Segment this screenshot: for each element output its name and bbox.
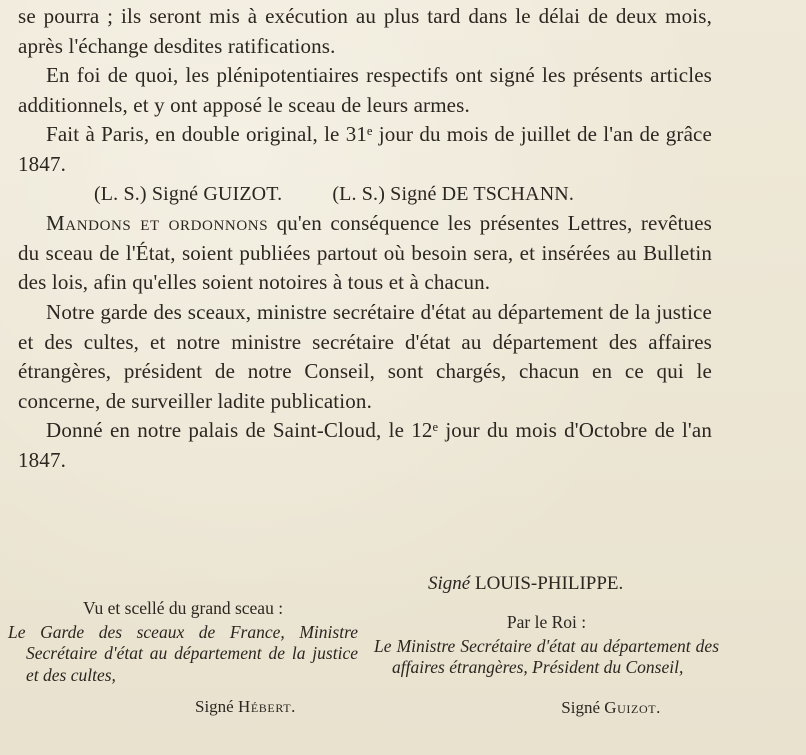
left-sign-prefix: Signé — [195, 697, 234, 716]
king-signature-name: LOUIS-PHILIPPE. — [474, 573, 624, 594]
king-signature-prefix: Signé — [428, 573, 471, 594]
signatory-guizot: (L. S.) Signé GUIZOT. — [94, 182, 283, 205]
main-text — [18, 2, 712, 476]
left-sign-name: Hébert. — [237, 697, 296, 716]
right-heading: Par le Roi : — [506, 612, 587, 632]
right-sign-prefix: Signé — [561, 697, 601, 717]
signatories-line — [18, 180, 712, 210]
mandons-lead: Mandons et ordonnons — [46, 211, 269, 236]
signatory-de-tschann: (L. S.) Signé DE TSCHANN. — [332, 182, 575, 205]
left-heading: Vu et scellé du grand sceau : — [82, 598, 284, 618]
left-body: Le Garde des sceaux de France, Ministre Secrétaire d'état au département de la justice et des cultes, — [8, 621, 358, 685]
paragraph-donne-saint-cloud: Donné en notre palais de Saint-Cloud, le 12ᵉ jour du mois d'Octobre de l'an 1847. — [18, 418, 712, 472]
paragraph-ratification: se pourra ; ils seront mis à exécution au plus tard dans le délai de deux mois, après l'échange desdites ratifications. — [18, 4, 712, 58]
paragraph-garde-des-sceaux: Notre garde des sceaux, ministre secrétaire d'état au département de la justice et des cultes, et notre ministre secrétaire d'état au département des affaires étrangères, président de notre Conseil, sont chargés, chacun en ce qui le concerne, de surveiller ladite publication. — [18, 299, 712, 413]
right-body: Le Ministre Secrétaire d'état au département des affaires étrangères, Président du Conseil, — [374, 635, 719, 677]
paragraph-mandons — [18, 209, 712, 298]
left-countersignature — [8, 598, 358, 718]
paragraph-plenipotentiaries: En foi de quoi, les plénipotentiaires respectifs ont signé les présents articles additionnels, et y ont apposé le sceau de leurs armes. — [18, 63, 712, 117]
right-countersignature — [374, 612, 719, 718]
right-sign-name: Guizot. — [604, 697, 661, 717]
left-signature — [8, 696, 358, 718]
paragraph-done-at-paris: Fait à Paris, en double original, le 31ᵉ jour du mois de juillet de l'an de grâce 1847. — [18, 122, 712, 176]
mandons-rest: qu'en conséquence les présentes Lettres, revêtues du sceau de l'État, soient publiées partout où besoin sera, et insérées au Bulletin des lois, afin qu'elles soient notoires à tous et à chacun. — [18, 211, 712, 295]
right-signature — [374, 697, 719, 719]
king-signature — [428, 573, 623, 595]
